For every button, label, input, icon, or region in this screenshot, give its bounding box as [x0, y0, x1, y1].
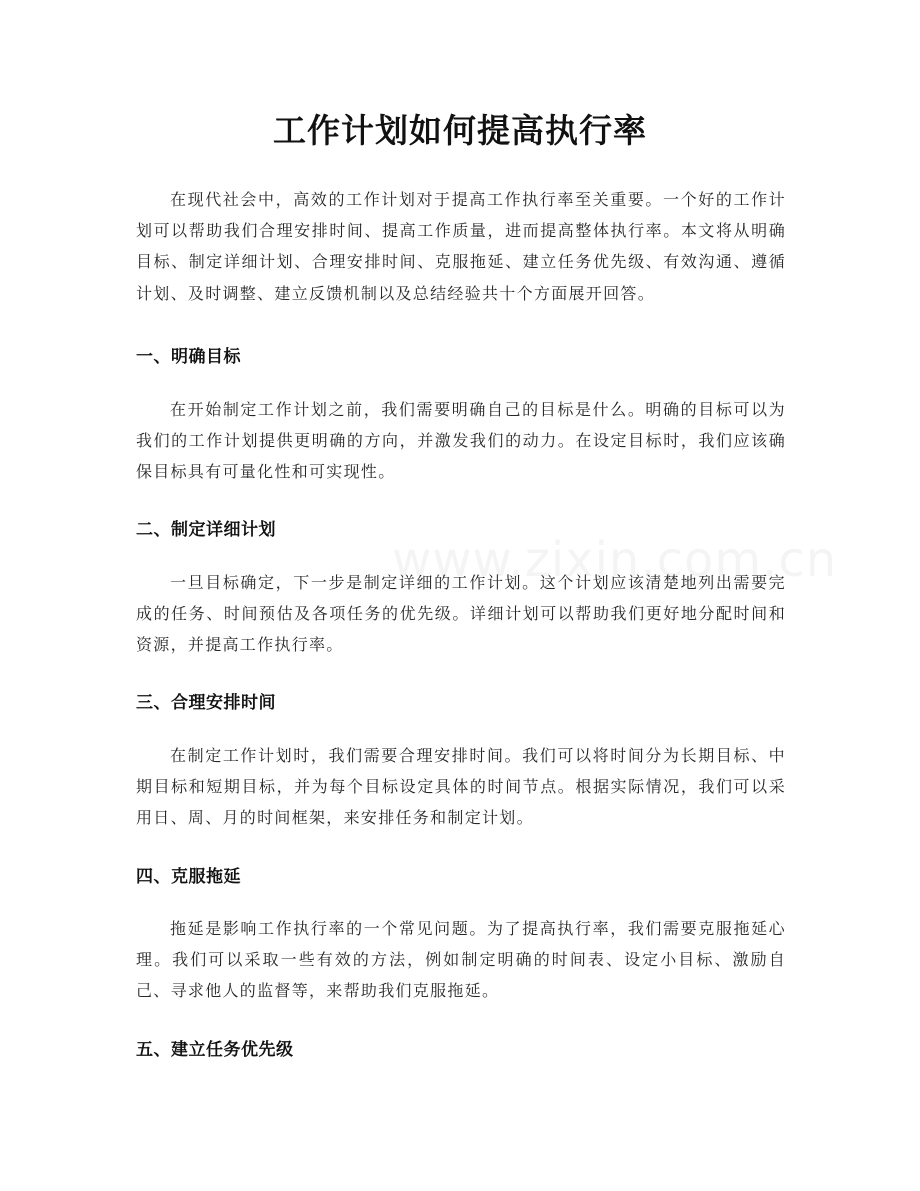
section-body-1: 在开始制定工作计划之前，我们需要明确自己的目标是什么。明确的目标可以为我们的工作计划提供更明确的方向，并激发我们的动力。在设定目标时，我们应该确保目标具有可量化性和可实现性。 — [136, 400, 786, 482]
intro-paragraph: 在现代社会中，高效的工作计划对于提高工作执行率至关重要。一个好的工作计划可以帮助我们合理安排时间、提高工作质量，进而提高整体执行率。本文将从明确目标、制定详细计划、合理安排时间、克服拖延、建立任务优先级、有效沟通、遵循计划、及时调整、建立反馈机制以及总结经验共十个方面展开回答。 — [136, 190, 786, 303]
section-heading-5: 五、建立任务优先级 — [136, 1040, 294, 1060]
section-body-4: 拖延是影响工作执行率的一个常见问题。为了提高执行率，我们需要克服拖延心理。我们可以采取一些有效的方法，例如制定明确的时间表、设定小目标、激励自己、寻求他人的监督等，来帮助我们克服拖延。 — [136, 919, 786, 1001]
section-heading-1: 一、明确目标 — [136, 347, 241, 367]
document-title: 工作计划如何提高执行率 — [273, 111, 647, 150]
section-heading-4: 四、克服拖延 — [136, 867, 241, 887]
section-heading-2: 二、制定详细计划 — [136, 520, 276, 540]
section-body-2: 一旦目标确定，下一步是制定详细的工作计划。这个计划应该清楚地列出需要完成的任务、时间预估及各项任务的优先级。详细计划可以帮助我们更好地分配时间和资源，并提高工作执行率。 — [136, 573, 786, 655]
section-heading-3: 三、合理安排时间 — [136, 693, 276, 713]
section-body-3: 在制定工作计划时，我们需要合理安排时间。我们可以将时间分为长期目标、中期目标和短期目标，并为每个目标设定具体的时间节点。根据实际情况，我们可以采用日、周、月的时间框架，来安排任务和制定计划。 — [136, 746, 786, 828]
